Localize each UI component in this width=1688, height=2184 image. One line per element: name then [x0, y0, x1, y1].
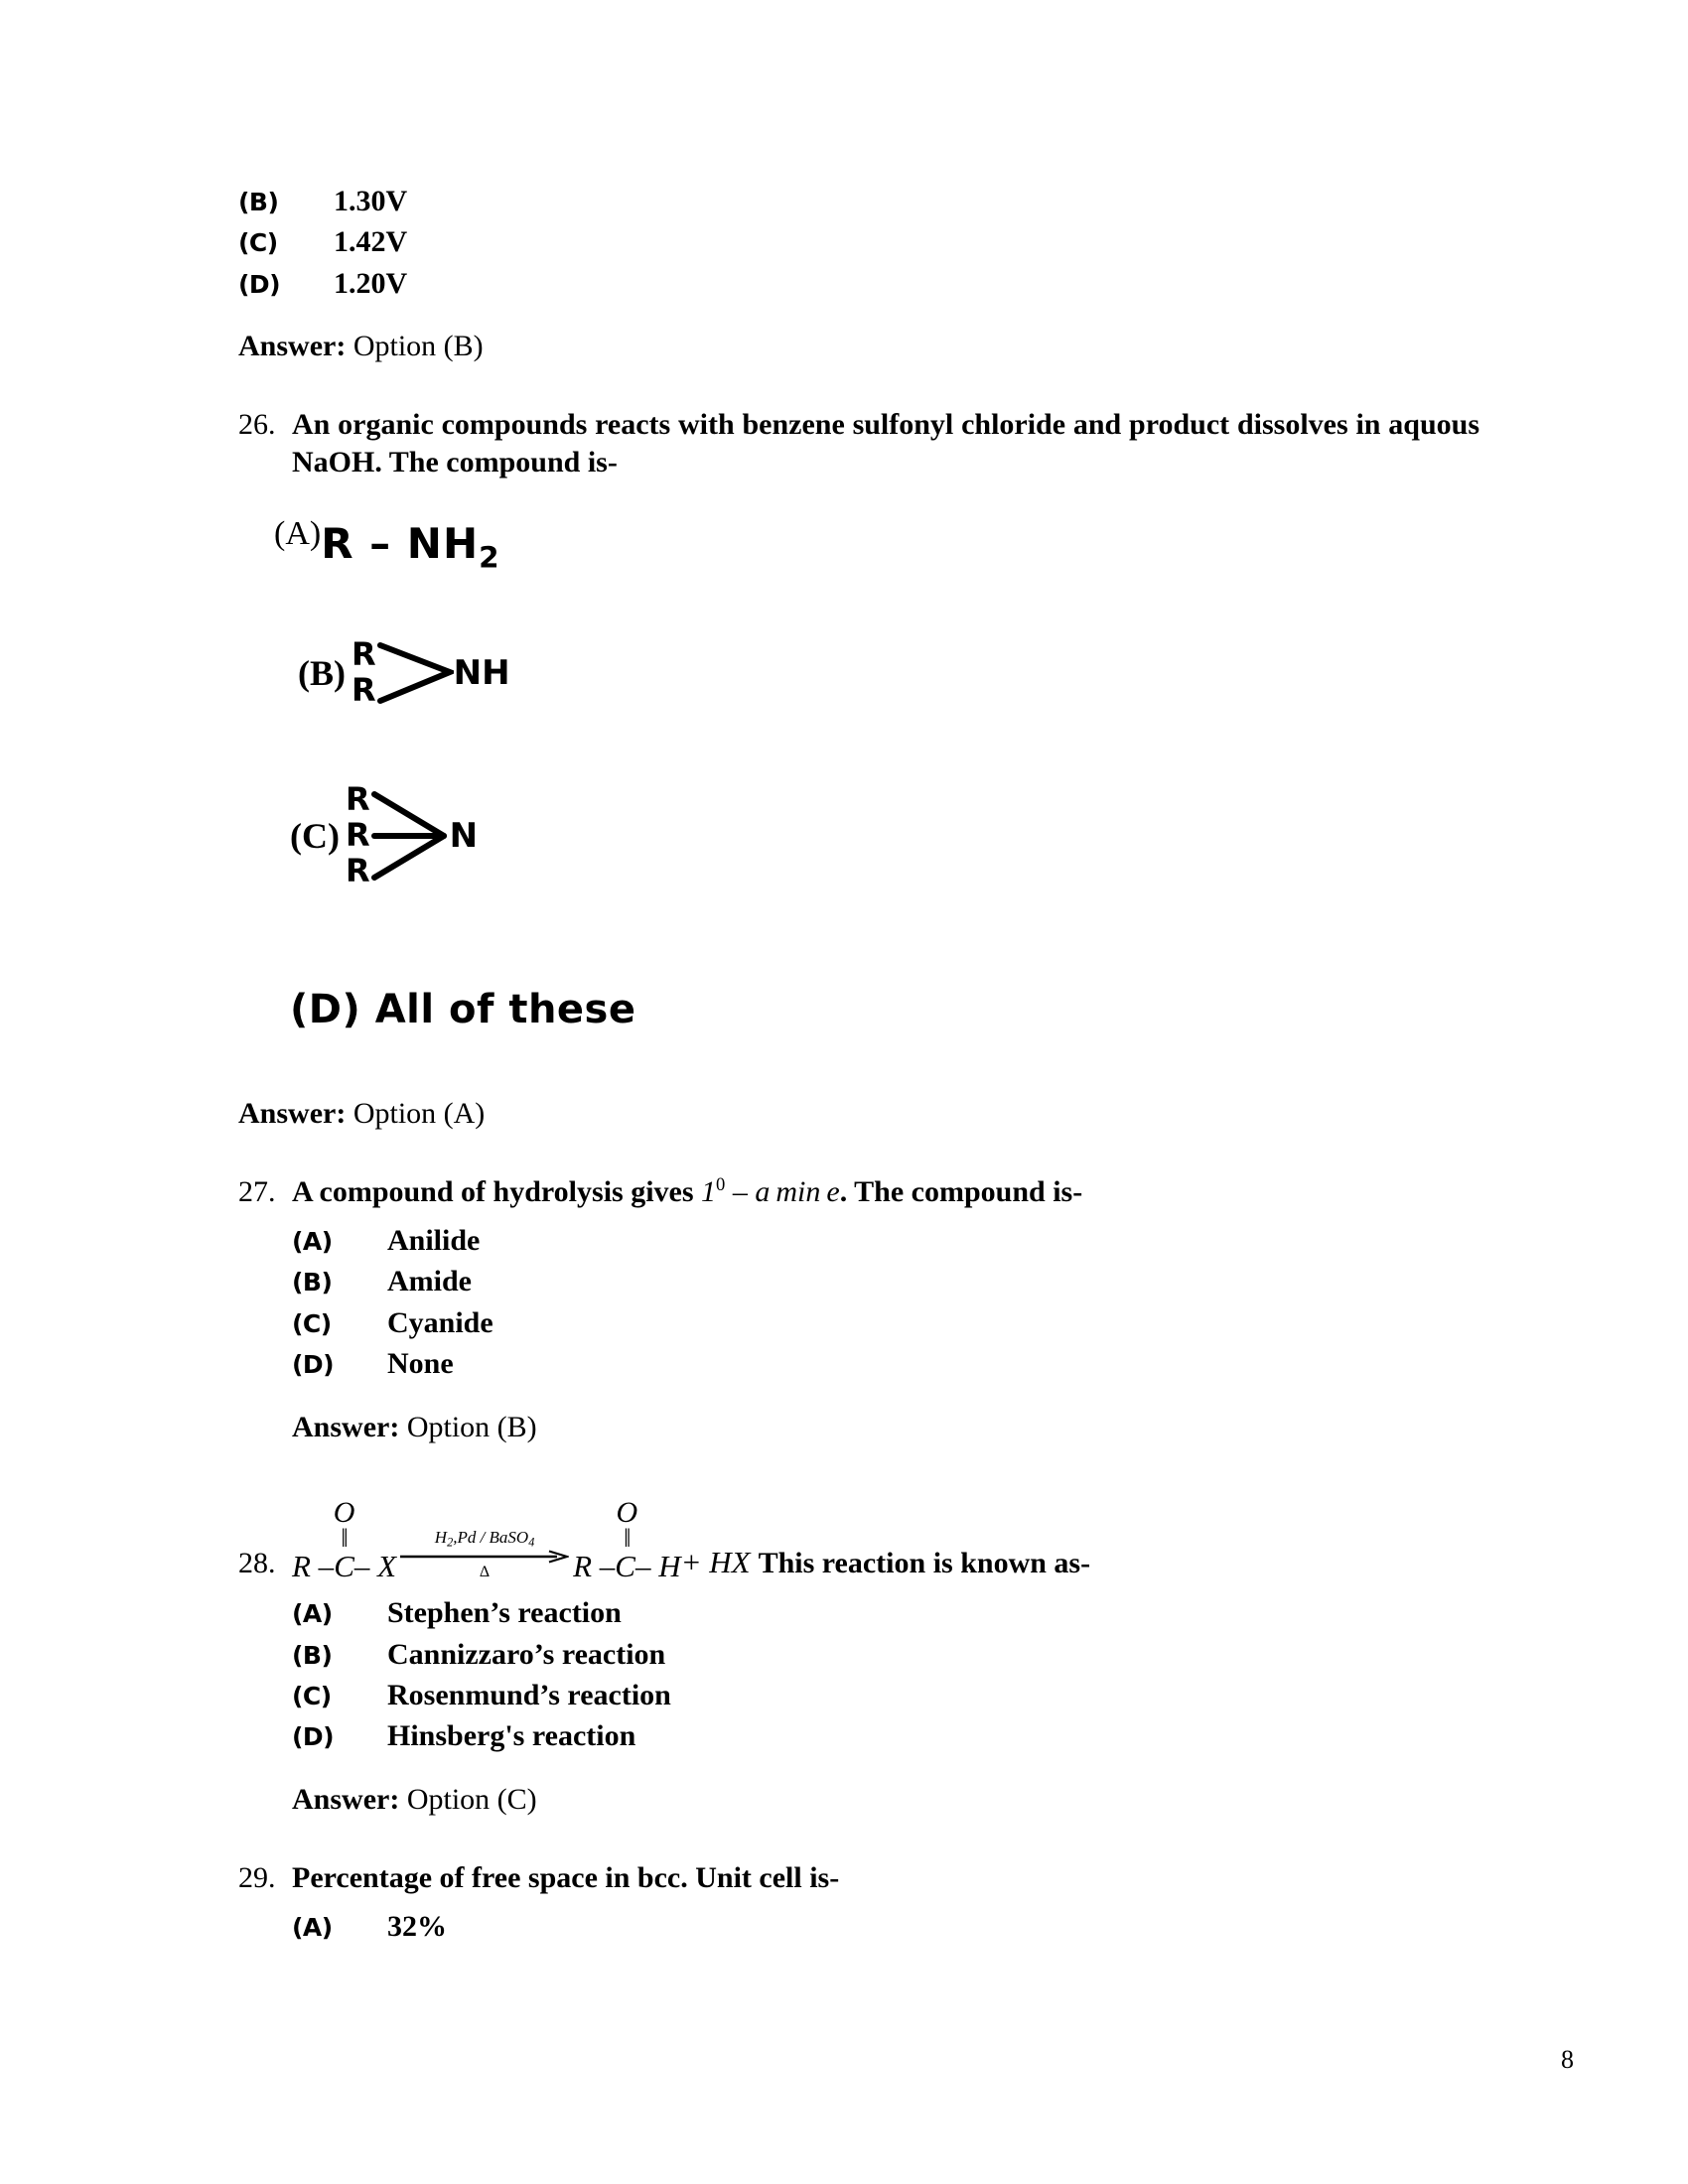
- option-text: Anilide: [387, 1223, 481, 1257]
- question-27-options: [292, 1223, 1479, 1382]
- reaction-equation: [292, 1497, 1090, 1584]
- option-d-all-of-these: [290, 987, 1479, 1032]
- option-row: [292, 1264, 1479, 1298]
- double-bond-icon: ‖: [341, 1524, 348, 1554]
- double-bond-icon: ‖: [624, 1524, 631, 1554]
- option-tag: (C): [292, 1308, 332, 1338]
- r-group-label: R: [345, 852, 370, 890]
- option-row: [292, 1305, 1479, 1340]
- carryover-options-group: [238, 184, 1479, 301]
- primary-amine-formula: R – $NH_2$: [321, 518, 500, 575]
- question-27: [238, 1173, 1479, 1211]
- product-chain: R –C– H: [573, 1549, 681, 1584]
- question-number: 29.: [238, 1860, 276, 1894]
- question-28-options: [292, 1595, 1479, 1754]
- option-b-secondary-amine-structure: [298, 635, 1479, 711]
- bond-lines-icon: [376, 635, 454, 711]
- answer-line: [292, 1782, 1479, 1818]
- option-row: [292, 1678, 1479, 1712]
- option-row: [292, 1223, 1479, 1258]
- option-tag: (D): [290, 987, 361, 1033]
- question-26: [238, 406, 1479, 481]
- option-tag: (B): [292, 1640, 333, 1670]
- option-row: [292, 1637, 1479, 1672]
- answer-line: [238, 329, 1479, 364]
- answer-label: Answer:: [292, 1410, 400, 1443]
- question-text: [292, 1173, 1479, 1211]
- option-text: Cannizzaro’s reaction: [387, 1637, 666, 1671]
- page-number: 8: [1561, 2045, 1574, 2074]
- option-tag: (B): [292, 1268, 333, 1297]
- answer-value: Option (B): [352, 330, 484, 363]
- reactant-acyl-halide: [292, 1497, 396, 1584]
- option-tag: (C): [292, 1682, 332, 1710]
- bond-lines-icon: [370, 780, 450, 891]
- arrow-reagents-label: $H_2,Pd$ / BaSO$_4$: [434, 1527, 535, 1550]
- r-group-stack: [352, 637, 376, 709]
- question-text: An organic compounds reacts with benzene sulfonyl chloride and product dissolves in aquous NaOH. The compound is-: [292, 408, 1479, 478]
- r-group-stack: [346, 782, 370, 888]
- option-row: [238, 266, 1479, 301]
- answer-value: Option (A): [352, 1097, 486, 1131]
- r-group-label: R: [352, 671, 376, 710]
- r-group-label: R: [345, 780, 370, 819]
- option-text: Cyanide: [387, 1305, 493, 1339]
- option-tag: (B): [238, 188, 279, 216]
- question-number: 26.: [238, 408, 276, 442]
- question-number: 28.: [238, 1547, 276, 1580]
- inline-math-expression: $1^0$ – a min e: [701, 1174, 840, 1209]
- product-aldehyde: [573, 1497, 681, 1584]
- option-text: 1.20V: [334, 266, 408, 300]
- r-group-label: R: [345, 816, 370, 855]
- answer-line: [292, 1410, 1479, 1445]
- question-28: [238, 1497, 1479, 1584]
- option-text: 1.30V: [334, 185, 408, 217]
- answer-label: Answer:: [238, 1097, 347, 1131]
- page-content: [238, 184, 1479, 1950]
- right-arrow-icon: [400, 1550, 569, 1564]
- option-c-tertiary-amine-structure: [290, 780, 1479, 891]
- answer-label: Answer:: [238, 330, 347, 363]
- option-row: [292, 1718, 1479, 1753]
- option-row: [292, 1346, 1479, 1381]
- answer-value: Option (B): [406, 1410, 537, 1443]
- answer-line: [238, 1096, 1479, 1132]
- option-text: None: [387, 1347, 454, 1381]
- carbonyl-oxygen-label: O: [333, 1495, 355, 1529]
- carbonyl-oxygen-label: O: [616, 1495, 638, 1529]
- reactant-chain: R –C– X: [292, 1549, 397, 1584]
- hetero-atom-label: NH: [453, 653, 510, 694]
- option-a-primary-amine-structure: [274, 515, 1479, 574]
- question-number: 27.: [238, 1175, 276, 1209]
- arrow-condition-label: Δ: [479, 1563, 491, 1580]
- product-byproduct: + HX: [680, 1545, 751, 1580]
- option-text: Amide: [387, 1265, 472, 1298]
- option-tag: (A): [292, 1599, 333, 1629]
- option-tag: (A): [292, 1912, 333, 1942]
- option-tag: (D): [238, 269, 281, 299]
- option-tag: (B): [298, 653, 346, 694]
- question-text-before: A compound of hydrolysis gives: [292, 1175, 694, 1209]
- question-29-options: [292, 1909, 1479, 1944]
- option-row: [238, 224, 1479, 259]
- option-tag: (A): [274, 514, 322, 552]
- option-text: 1.42V: [334, 225, 408, 259]
- option-tag: (D): [292, 1722, 335, 1752]
- option-tag: (A): [292, 1226, 333, 1256]
- question-29: [238, 1859, 1479, 1897]
- hetero-atom-label: N: [449, 816, 479, 857]
- reaction-arrow-group: [400, 1529, 569, 1581]
- option-text: Stephen’s reaction: [387, 1596, 622, 1630]
- question-text-after: This reaction is known as-: [758, 1547, 1091, 1580]
- option-row: [292, 1909, 1479, 1944]
- option-row: [238, 184, 1479, 218]
- option-tag: (C): [290, 816, 340, 857]
- answer-label: Answer:: [292, 1782, 400, 1816]
- question-text: Percentage of free space in bcc. Unit cell is-: [292, 1860, 840, 1894]
- option-text: Rosenmund’s reaction: [387, 1679, 671, 1711]
- option-text: All of these: [374, 987, 636, 1033]
- option-row: [292, 1595, 1479, 1630]
- option-tag: (C): [238, 228, 278, 258]
- r-group-label: R: [352, 635, 376, 674]
- option-text: 32%: [387, 1909, 447, 1943]
- question-text-after: . The compound is-: [839, 1175, 1083, 1209]
- answer-value: Option (C): [406, 1782, 537, 1816]
- option-text: Hinsberg's reaction: [387, 1719, 636, 1753]
- option-tag: (D): [292, 1350, 335, 1380]
